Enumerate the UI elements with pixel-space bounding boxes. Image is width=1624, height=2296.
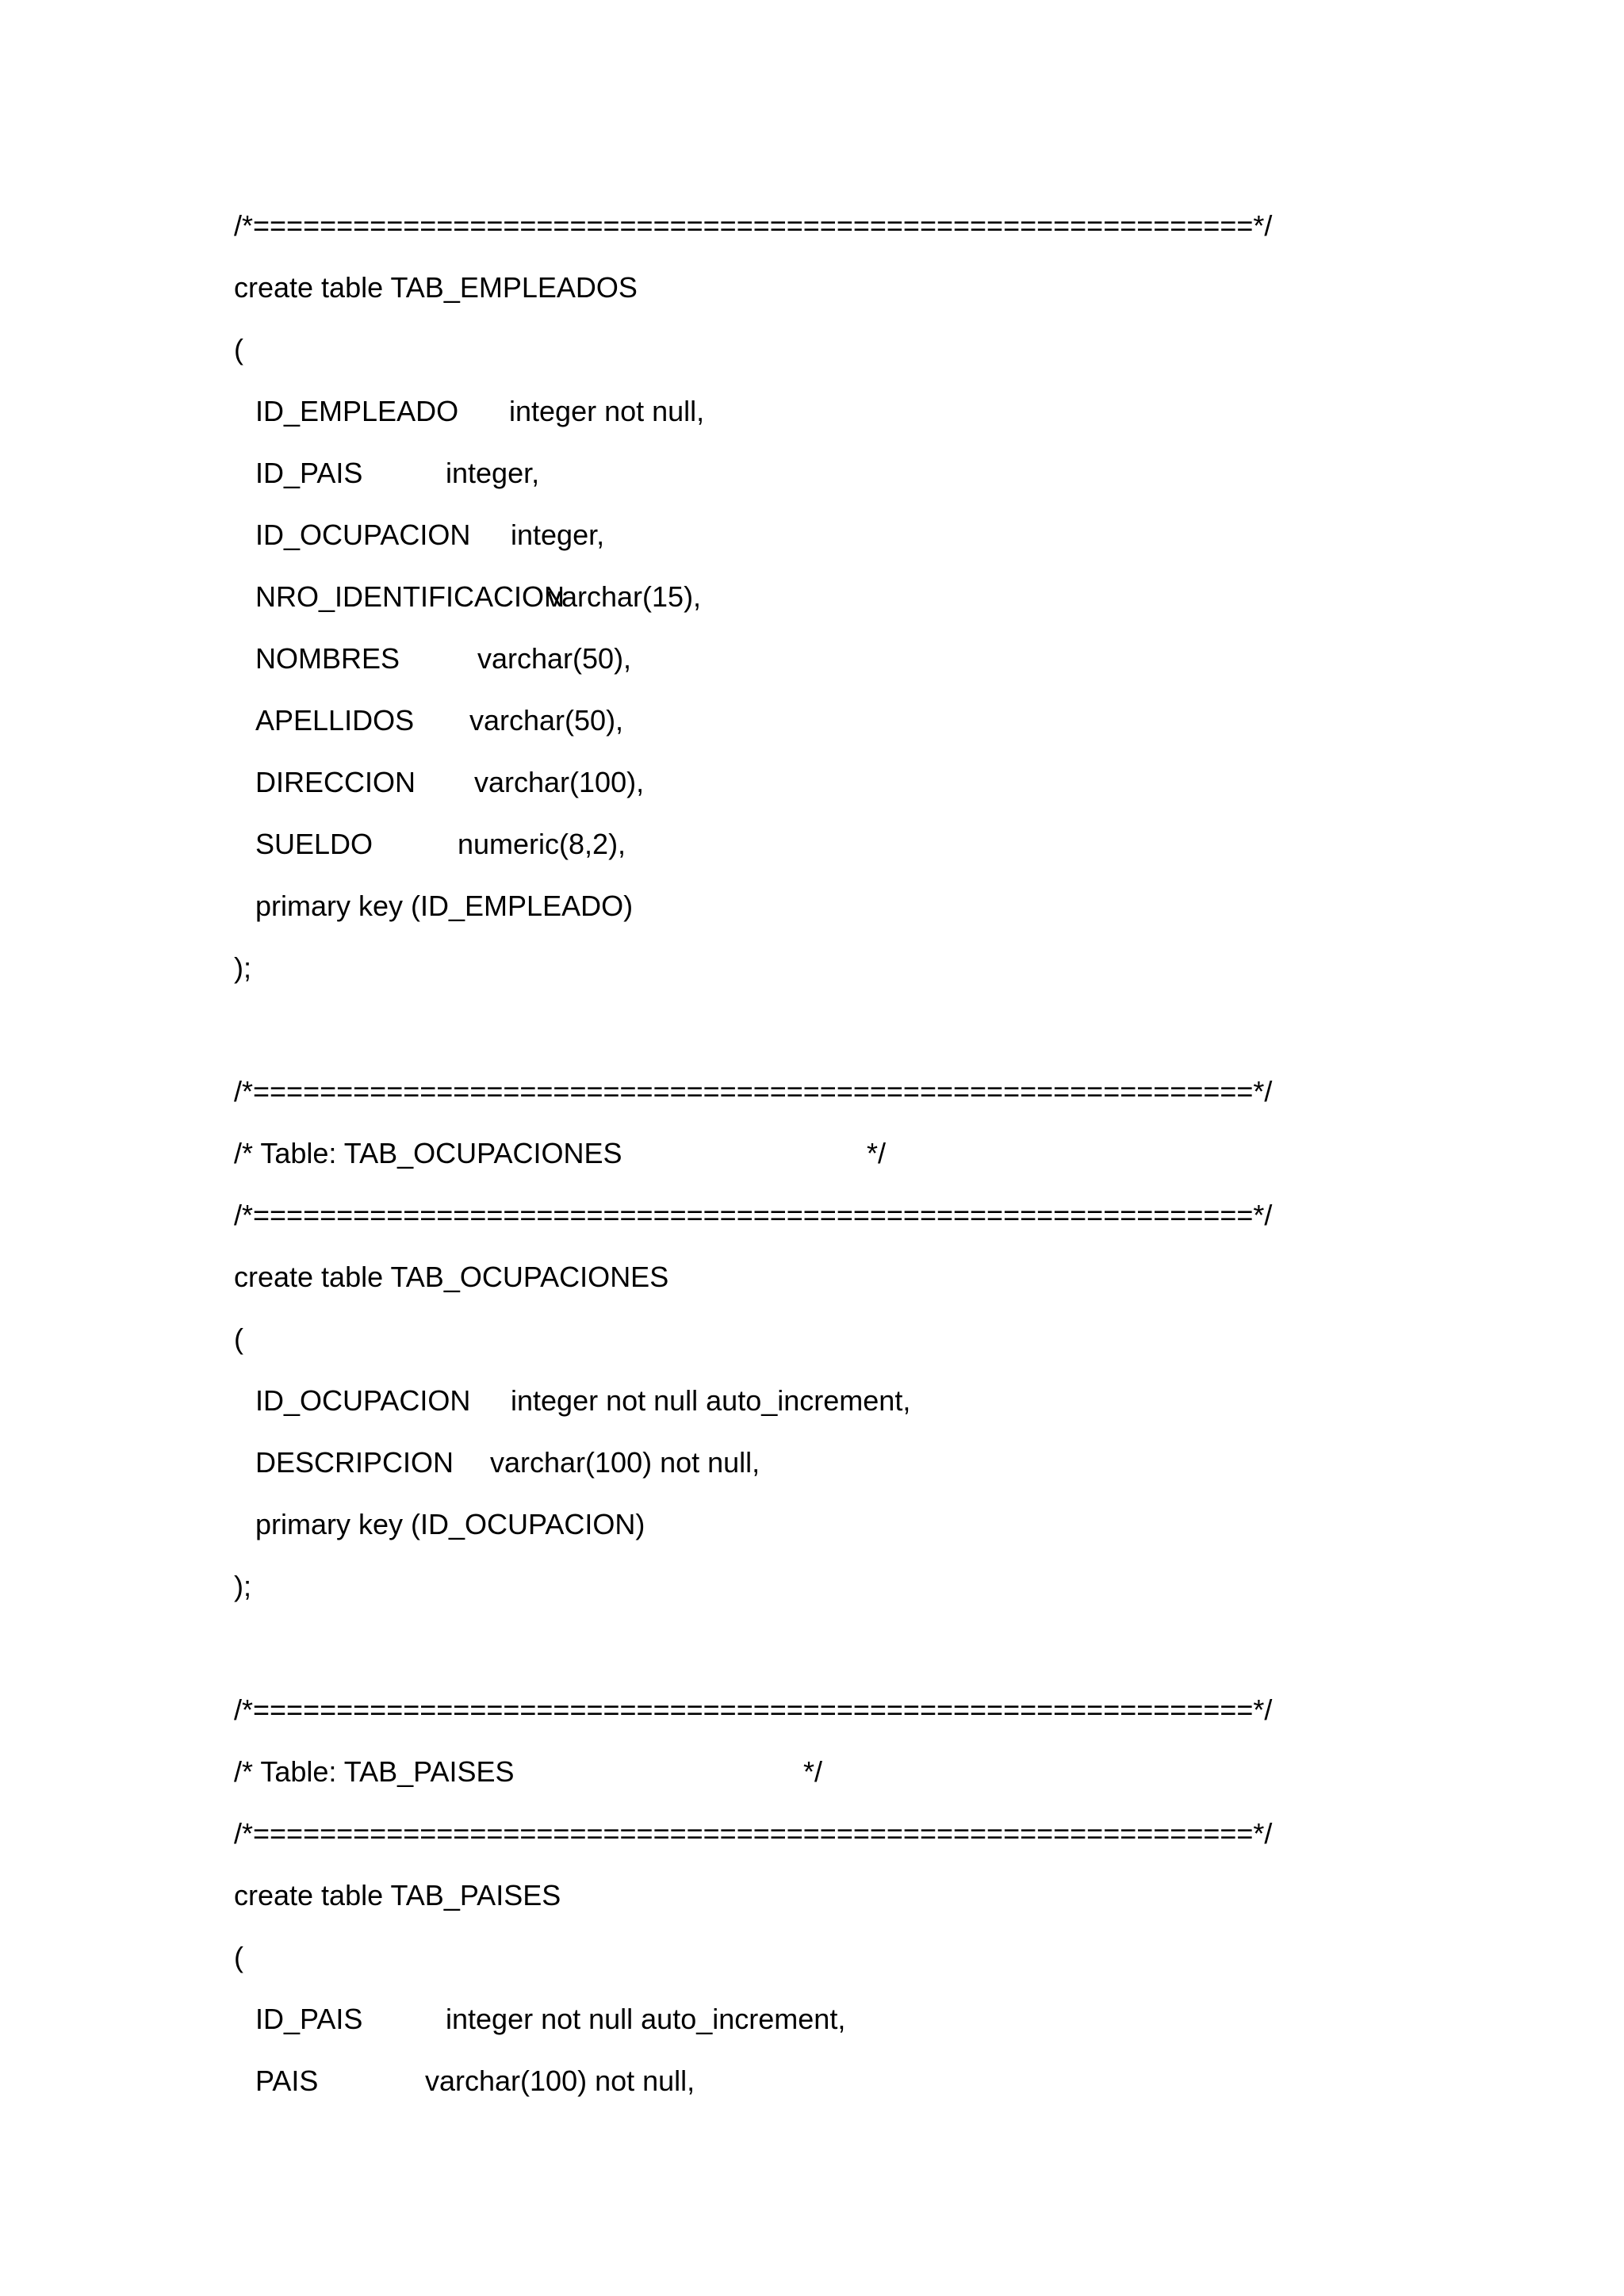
column-definition (234, 2057, 1423, 2119)
column-name: ID_PAIS (255, 457, 363, 489)
open-paren: ( (234, 1322, 243, 1355)
column-definition (234, 697, 1423, 759)
column-definition (234, 511, 1423, 573)
create-table-statement: create table TAB_EMPLEADOS (234, 271, 638, 304)
separator-line: /*============================================================*/ (234, 1817, 1273, 1850)
blank-line (234, 1006, 1423, 1068)
column-definition (234, 388, 1423, 450)
column-name: PAIS (255, 2064, 319, 2097)
column-type: varchar(50), (477, 642, 632, 675)
table-comment-text: /* Table: TAB_OCUPACIONES (234, 1137, 622, 1169)
column-definition (234, 1377, 1423, 1439)
create-table-statement: create table TAB_OCUPACIONES (234, 1261, 669, 1293)
column-type: numeric(8,2), (458, 828, 626, 860)
column-definition (234, 821, 1423, 882)
table-comment (234, 1130, 1423, 1192)
column-type: integer, (446, 457, 540, 489)
column-definition (234, 1439, 1423, 1501)
column-name: NRO_IDENTIFICACION (255, 580, 565, 613)
column-name: SUELDO (255, 828, 373, 860)
column-definition (234, 635, 1423, 697)
column-name: NOMBRES (255, 642, 400, 675)
create-table-statement: create table TAB_PAISES (234, 1879, 561, 1911)
column-definition (234, 573, 1423, 635)
close-statement: ); (234, 1570, 251, 1602)
column-name: ID_PAIS (255, 2003, 363, 2035)
column-name: ID_OCUPACION (255, 1384, 471, 1417)
column-name: ID_EMPLEADO (255, 395, 459, 427)
column-type: varchar(100), (474, 766, 645, 798)
column-type: integer not null auto_increment, (511, 1384, 911, 1417)
column-definition (234, 1996, 1423, 2057)
column-type: integer not null auto_increment, (446, 2003, 846, 2035)
blank-line (234, 1624, 1423, 1686)
column-name: DESCRIPCION (255, 1446, 454, 1479)
primary-key-statement: primary key (ID_OCUPACION) (255, 1508, 645, 1540)
column-definition (234, 759, 1423, 821)
open-paren: ( (234, 1941, 243, 1973)
column-name: APELLIDOS (255, 704, 415, 737)
column-type: varchar(100) not null, (425, 2064, 695, 2097)
column-definition (234, 450, 1423, 511)
sql-code-body (234, 202, 1423, 2119)
separator-line: /*============================================================*/ (234, 209, 1273, 242)
separator-line: /*============================================================*/ (234, 1693, 1273, 1726)
column-type: integer, (511, 519, 605, 551)
separator-line: /*============================================================*/ (234, 1075, 1273, 1108)
close-statement: ); (234, 951, 251, 984)
column-type: varchar(50), (469, 704, 624, 737)
column-type: varchar(15), (547, 580, 702, 613)
table-comment-end: */ (867, 1137, 887, 1169)
table-comment (234, 1748, 1423, 1810)
table-comment-end: */ (803, 1755, 823, 1788)
column-type: varchar(100) not null, (490, 1446, 760, 1479)
primary-key-statement: primary key (ID_EMPLEADO) (255, 890, 634, 922)
open-paren: ( (234, 333, 243, 365)
column-name: DIRECCION (255, 766, 416, 798)
column-name: ID_OCUPACION (255, 519, 471, 551)
column-type: integer not null, (509, 395, 705, 427)
table-comment-text: /* Table: TAB_PAISES (234, 1755, 515, 1788)
separator-line: /*============================================================*/ (234, 1199, 1273, 1231)
